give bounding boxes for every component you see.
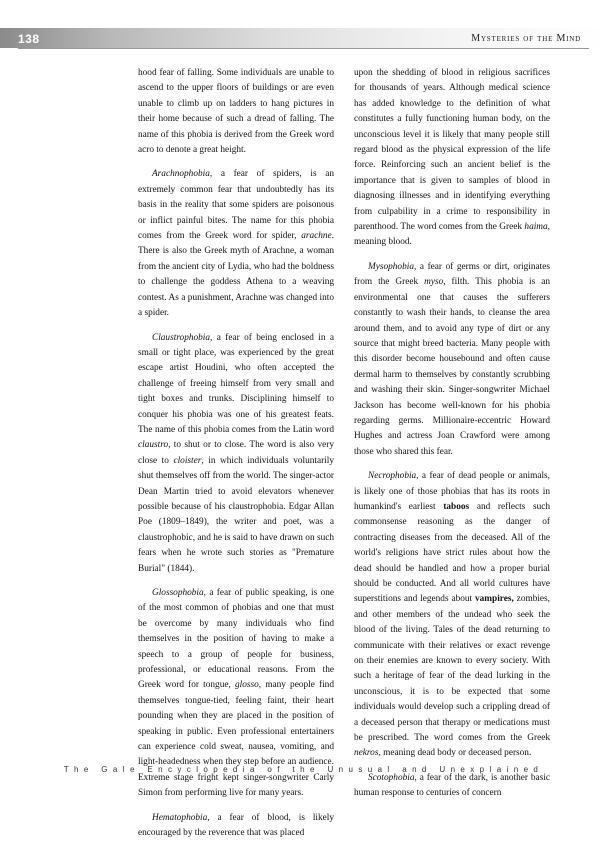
page-number: 138 [18,32,40,46]
term-necrophobia: Necrophobia [368,471,417,482]
paragraph-mysophobia: Mysophobia, a fear of germs or dirt, originates from the Greek myso, filth. This phobia is an environmental one that causes the sufferers constantly to wash their hands, to cleanse the area around them, and to avoid any type of dirt or any source that might breed bacteria. Many people with this disorder become housebound and often cause dermal harm to themselves by constantly scrubbing and washing their skin. Singer-songwriter Michael Jackson has become well-known for his phobia regarding germs. Millionaire-eccentric Howard Hughes and actress Joan Crawford were among those who shared this fear. [354,261,550,457]
running-head: Mysteries of the Mind [471,33,581,44]
term-mysophobia: Mysophobia [368,261,414,272]
paragraph-hematophobia-cont: upon the shedding of blood in religious sacrifices for thousands of years. Although medical science has added knowledge to the definition of what constitutes a fully functioning human body, on the unconscious level it is likely that many people still regard blood as the physical expression of the life force. Reinforcing such an ancient belief is the importance that is given to samples of blood in diagnosing illnesses and in identifying everything from culpability in a crime to responsibility in parenthood. The word comes from the Greek haima, meaning blood. [354,68,550,248]
left-column [138,66,334,851]
term-glossophobia: Glossophobia [152,588,204,598]
paragraph-arachnophobia: Arachnophobia, a fear of spiders, is an extremely common fear that undoubtedly has its basis in the reality that some spiders are poisonous or inflict painful bites. The name for this phobia comes from the Greek word for spider, arachne. There is also the Greek myth of Arachne, a woman from the ancient city of Lydia, who had the boldness to challenge the goddess Athena to a weaving contest. As a punishment, Arachne was changed into a spider. [138,169,334,319]
right-column [354,66,550,811]
term-hematophobia: Hematophobia [152,812,208,823]
paragraph-claustrophobia: Claustrophobia, a fear of being enclosed in a small or tight place, was experienced by the great escape artist Houdini, who often accepted the challenge of freeing himself from very small and tight boxes and trunks. Disciplining himself to conquer his phobia was one of his greatest feats. The name of this phobia comes from the Latin word claustro, to shut or to close. The word is also very close to cloister, in which individuals voluntarily shut themselves off from the world. The singer-actor Dean Martin tried to avoid elevators whenever possible because of his claustrophobia. Edgar Allan Poe (1809–1849), the writer and poet, was a claustrophobic, and he is said to have drawn on such fears when he wrote such stories as "Premature Burial" (1844). [138,332,334,574]
cross-reference-taboos: taboos [443,501,470,512]
term-claustrophobia: Claustrophobia [152,332,211,343]
header-rule [18,48,589,49]
paragraph-hematophobia: Hematophobia, a fear of blood, is likely encouraged by the reverence that was placed [138,812,334,839]
paragraph-acrophobia-end: hood fear of falling. Some individuals are unable to ascend to the upper floors of buildings or are even unable to climb up on ladders to hang pictures in their home because of such a dread of falling. The name of this phobia is derived from the Greek word acro to denote a great height. [138,68,334,156]
footer-title: The Gale Encyclopedia of the Unusual and Unexplained [63,765,544,774]
term-scotophobia: Scotophobia [368,772,415,783]
paragraph-glossophobia: Glossophobia, a fear of public speaking, is one of the most common of phobias and one that must be overcome by many individuals who find themselves in the position of having to make a speech to a group of people for business, professional, or educational reasons. From the Greek word for tongue, glosso, many people find themselves tongue-tied, feeling faint, their heart pounding when they are placed in the position of speaking in public. Even professional entertainers can experience cold sweat, nausea, vomiting, and light-headedness when they step before an audience. Extreme stage fright kept singer-songwriter Carly Simon from performing live for many years. [138,588,334,799]
term-arachnophobia: Arachnophobia [152,169,210,180]
cross-reference-vampires: vampires, [474,594,514,605]
paragraph-necrophobia: Necrophobia, a fear of dead people or animals, is likely one of those phobias that has its roots in humankind's earliest taboos and reflects such commonsense reasoning as the danger of contracting diseases from the deceased. All of the world's religions have strict rules about how the dead should be handled and how a proper burial should be conducted. And all world cultures have superstitions and legends about vampires, zombies, and other members of the undead who seek the blood of the living. Tales of the dead returning to communicate with their relatives or exact revenge on their enemies are known to every society. With such a heritage of fear of the dead lurking in the unconscious, it is to be expected that some individuals would develop such a crippling dread of a deceased person that therapy or medications must be prescribed. The word comes from the Greek nekros, meaning dead body or deceased person. [354,471,550,759]
paragraph-scotophobia: Scotophobia, a fear of the dark, is another basic human response to centuries of concern [354,772,550,799]
